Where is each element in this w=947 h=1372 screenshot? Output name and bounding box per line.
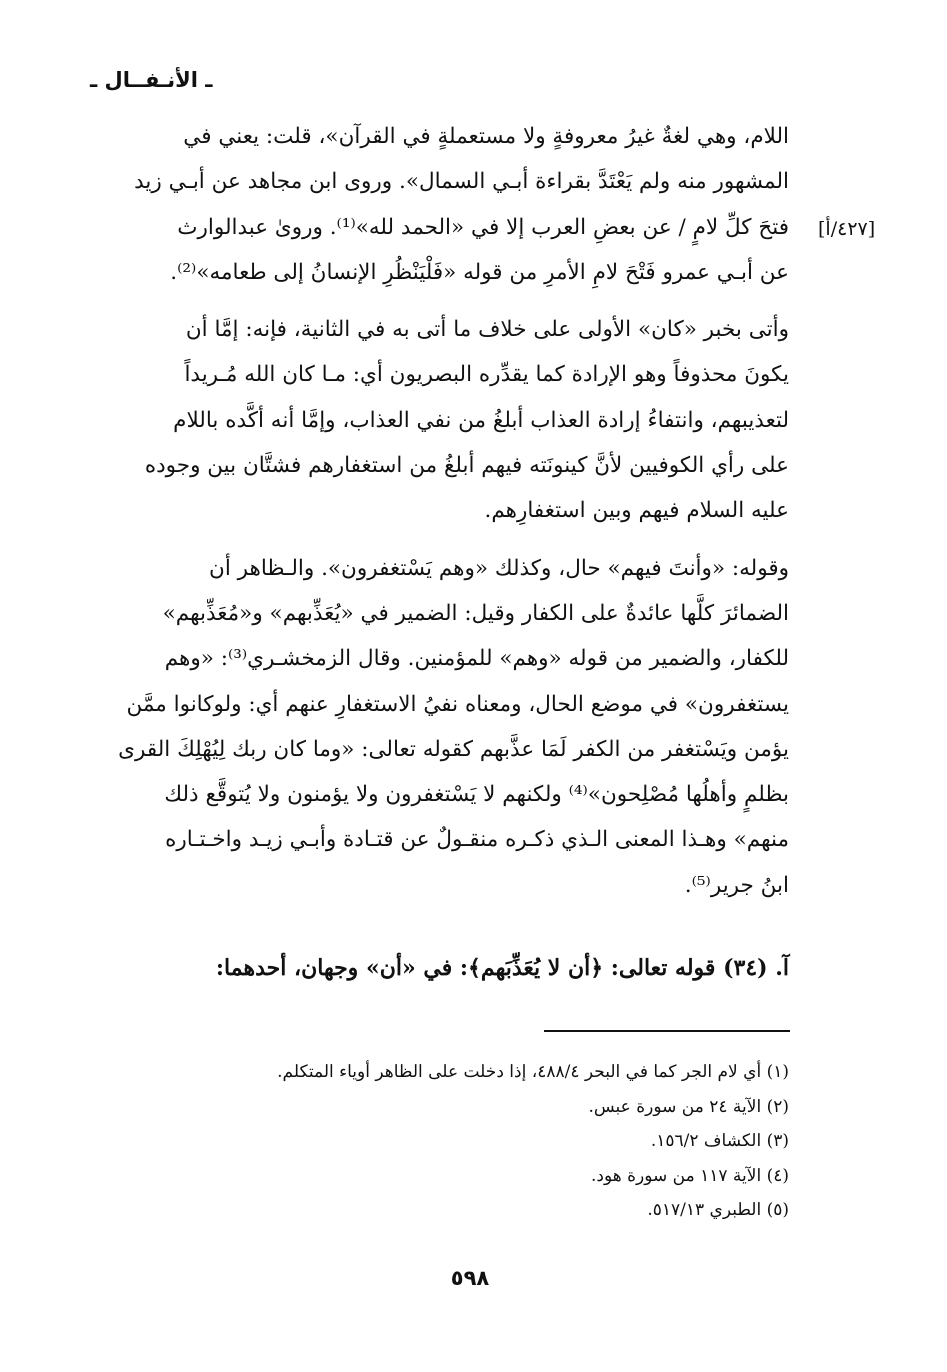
footnote: (٣) الكشاف ١٥٦/٢. bbox=[650, 1131, 789, 1151]
text-line: يستغفرون» في موضع الحال، ومعناه نفيُ الاستغفارِ عنهم أي: ولوكانوا ممَّن bbox=[126, 691, 789, 717]
main-text bbox=[86, 114, 789, 920]
text-line: فتحَ كلِّ لامٍ / عن بعضِ العرب إلا في «الحمد لله»⁽¹⁾. وروىٰ عبدالوارث bbox=[177, 214, 789, 240]
text-line: وقوله: «وأنتَ فيهم» حال، وكذلك «وهم يَسْتغفرون». والـظاهر أن bbox=[209, 555, 789, 581]
footnote: (٥) الطبري ٥١٧/١٣. bbox=[647, 1200, 789, 1220]
paragraph-2 bbox=[86, 307, 789, 533]
text-line: وأتى بخبر «كان» الأولى على خلاف ما أتى به في الثانية، فإنه: إمَّا أن bbox=[185, 317, 789, 343]
paragraph-3 bbox=[86, 546, 789, 908]
text-line: على رأي الكوفيين لأنَّ كينونَته فيهم أبلغُ من استغفارهم فشتَّان بين وجوده bbox=[144, 453, 789, 479]
margin-folio-note: [٤٢٧/أ] bbox=[818, 218, 876, 240]
text-line: منهم» وهـذا المعنى الـذي ذكـره منقـولٌ عن قتـادة وأبـي زيـد واخـتـاره bbox=[165, 827, 789, 853]
footnote: (٢) الآية ٢٤ من سورة عبس. bbox=[588, 1096, 789, 1117]
text-line: اللام، وهي لغةٌ غيرُ معروفةٍ ولا مستعملةٍ في القرآن»، قلت: يعني في bbox=[183, 124, 789, 149]
footnote: (١) أي لام الجر كما في البحر ٤٨٨/٤، إذا دخلت على الظاهر أوياء المتكلم. bbox=[277, 1062, 789, 1082]
paragraph-1 bbox=[86, 114, 789, 295]
text-line: يكونَ محذوفاً وهو الإرادة كما يقدِّره البصريون أي: مـا كان الله مُـريداً bbox=[184, 362, 789, 388]
verse-heading: آ. (٣٤) قوله تعالى: ﴿أن لا يُعَذِّبَهم﴾: في «أن» وجهان، أحدهما: bbox=[215, 955, 789, 981]
text-line: الضمائرَ كلَّها عائدةٌ على الكفار وقيل: الضمير في «يُعَذِّبهم» و«مُعَذِّبهم» bbox=[162, 600, 789, 626]
text-line: عن أبـي عمرو فَتْحَ لامِ الأمرِ من قوله «فَلْيَنْظُرِ الإنسانُ إلى طعامه»⁽²⁾. bbox=[170, 259, 789, 285]
footnote: (٤) الآية ١١٧ من سورة هود. bbox=[590, 1165, 789, 1186]
text-line: للكفار، والضمير من قوله «وهم» للمؤمنين. وقال الزمخشـري⁽³⁾: «وهم bbox=[164, 646, 789, 672]
footnote-separator bbox=[544, 1030, 790, 1032]
text-line: المشهور منه ولم يَعْتَدَّ بقراءة أبـي السمال». وروى ابن مجاهد عن أبـي زيد bbox=[134, 169, 789, 195]
text-line: بظلمٍ وأهلُها مُصْلِحون»⁽⁴⁾ ولكنهم لا يَسْتغفرون ولا يؤمنون ولا يُتوقَّع ذلك bbox=[164, 782, 789, 808]
page-number: ٥٩٨ bbox=[450, 1266, 490, 1290]
footnotes bbox=[160, 1055, 789, 1228]
text-line: لتعذيبهم، وانتفاءُ إرادة العذاب أبلغُ من نفي العذاب، وإمَّا أنه أكَّده باللام bbox=[173, 407, 789, 433]
text-line: يؤمن ويَسْتغفر من الكفر لَمَا عذَّبهم كقوله تعالى: «وما كان ربك لِيُهْلِكَ القرى bbox=[118, 736, 789, 762]
text-line: ابنُ جرير⁽⁵⁾. bbox=[684, 872, 789, 898]
text-line: عليه السلام فيهم وبين استغفارِهم. bbox=[484, 498, 789, 524]
running-head: ـ الأنـفــال ـ bbox=[90, 68, 213, 92]
